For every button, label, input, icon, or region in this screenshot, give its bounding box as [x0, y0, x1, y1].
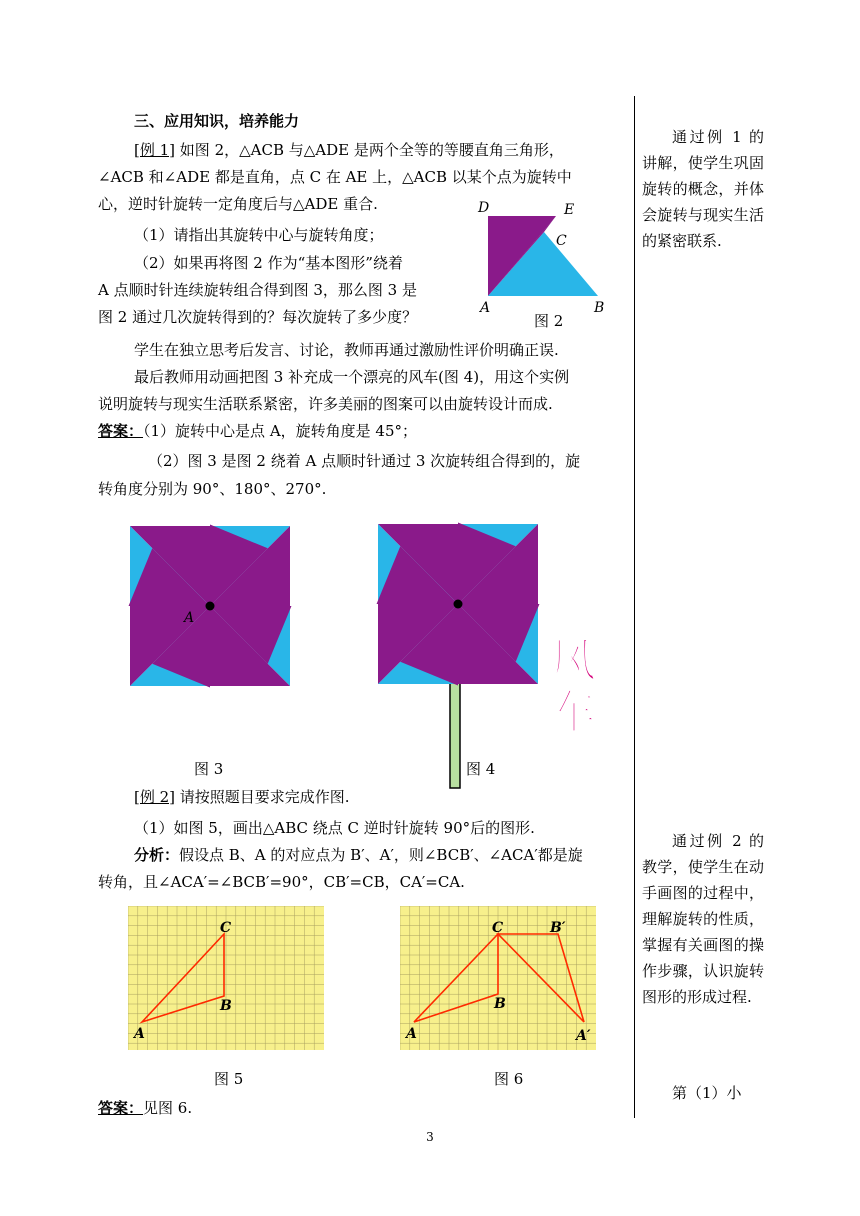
- label-b: B: [594, 300, 605, 316]
- answer-label: 答案：: [98, 1099, 144, 1117]
- example1-question2-a: （2）如果再将图 2 作为“基本图形”绕着: [134, 254, 403, 272]
- label-c: C: [492, 920, 504, 936]
- label-c: C: [556, 233, 567, 249]
- example2-analysis-2: 转角，且∠ACA′=∠BCB′=90°，CB′=CB，CA′=CA.: [98, 873, 465, 891]
- label-a: A: [134, 1026, 145, 1042]
- example1-question2-c: 图 2 通过几次旋转得到的？每次旋转了多少度？: [98, 308, 418, 326]
- example2-tag: [例 2]: [134, 788, 176, 806]
- example1-tag: [例 1]: [134, 141, 176, 159]
- figure-2-caption: 图 2: [534, 312, 564, 330]
- figure-6: [400, 906, 596, 1050]
- example1-answer1: 答案：（1）旋转中心是点 A，旋转角度是 45°；: [98, 422, 418, 440]
- example1-line1: [例 1] 如图 2，△ACB 与△ADE 是两个全等的等腰直角三角形，: [134, 141, 564, 159]
- analysis-label: 分析：: [134, 846, 180, 864]
- figure-4: [350, 496, 630, 796]
- column-divider: [634, 96, 635, 1118]
- example1-paragraph2-b: 说明旋转与现实生活联系紧密，许多美丽的图案可以由旋转设计而成.: [98, 395, 553, 413]
- example2-analysis-1: 分析：假设点 B、A 的对应点为 B′、A′，则∠BCB′、∠ACA′都是旋: [134, 846, 583, 864]
- label-b: B: [494, 996, 506, 1012]
- label-b: B: [220, 998, 232, 1014]
- label-e: E: [564, 202, 575, 218]
- example1-question1: （1）请指出其旋转中心与旋转角度；: [134, 226, 384, 244]
- figure-6-caption: 图 6: [494, 1070, 524, 1088]
- example1-line3: 心，逆时针旋转一定角度后与△ADE 重合.: [98, 195, 378, 213]
- pinwheel-center: [454, 600, 463, 609]
- example2-line1: [例 2] 请按照题目要求完成作图.: [134, 788, 350, 806]
- example1-question2-b: A 点顺时针连续旋转组合得到图 3，那么图 3 是: [98, 281, 417, 299]
- example1-answer2-a: （2）图 3 是图 2 绕着 A 点顺时针通过 3 次旋转组合得到的，旋: [148, 452, 581, 470]
- label-d: D: [478, 200, 490, 216]
- side-note-2: 通过例 2 的教学，使学生在动手画图的过程中，理解旋转的性质，掌握有关画图的操作步骤，认识旋转图形的形成过程.: [642, 832, 764, 1006]
- figure-4-caption: 图 4: [466, 760, 496, 778]
- answer-label: 答案：: [98, 422, 144, 440]
- example2-answer: 答案：见图 6.: [98, 1099, 193, 1117]
- figure-3-caption: 图 3: [194, 760, 224, 778]
- figure-5-caption: 图 5: [214, 1070, 244, 1088]
- label-a: A: [480, 300, 491, 316]
- side-note-3: 第（1）小: [672, 1084, 742, 1102]
- side-note-1: 通过例 1 的讲解，使学生巩固旋转的概念，并体会旋转与现实生活的紧密联系.: [642, 128, 764, 250]
- label-c: C: [220, 920, 232, 936]
- example1-line2: ∠ACB 和∠ADE 都是直角，点 C 在 AE 上，△ACB 以某个点为旋转中: [98, 168, 572, 186]
- example1-paragraph2-a: 最后教师用动画把图 3 补充成一个漂亮的风车(图 4)，用这个实例: [134, 368, 570, 386]
- page-number: 3: [426, 1130, 434, 1144]
- figure-2: [476, 196, 626, 336]
- wordmark-che: 车: [550, 685, 596, 739]
- pinwheel-center: [206, 602, 215, 611]
- figure-5: [128, 906, 324, 1050]
- example1-answer2-b: 转角度分别为 90°、180°、270°.: [98, 480, 327, 498]
- section-title: 三、应用知识，培养能力: [134, 112, 300, 130]
- example2-question1: （1）如图 5，画出△ABC 绕点 C 逆时针旋转 90°后的图形.: [134, 819, 535, 837]
- wordmark-feng: 风: [550, 633, 596, 687]
- pinwheel-stick: [450, 674, 460, 788]
- label-a: A: [184, 610, 195, 626]
- label-a: A: [406, 1026, 417, 1042]
- label-b-prime: B′: [550, 920, 566, 936]
- label-a-prime: A′: [576, 1028, 591, 1044]
- figure-3: [100, 496, 320, 736]
- example1-paragraph1: 学生在独立思考后发言、讨论，教师再通过激励性评价明确正误.: [134, 341, 559, 359]
